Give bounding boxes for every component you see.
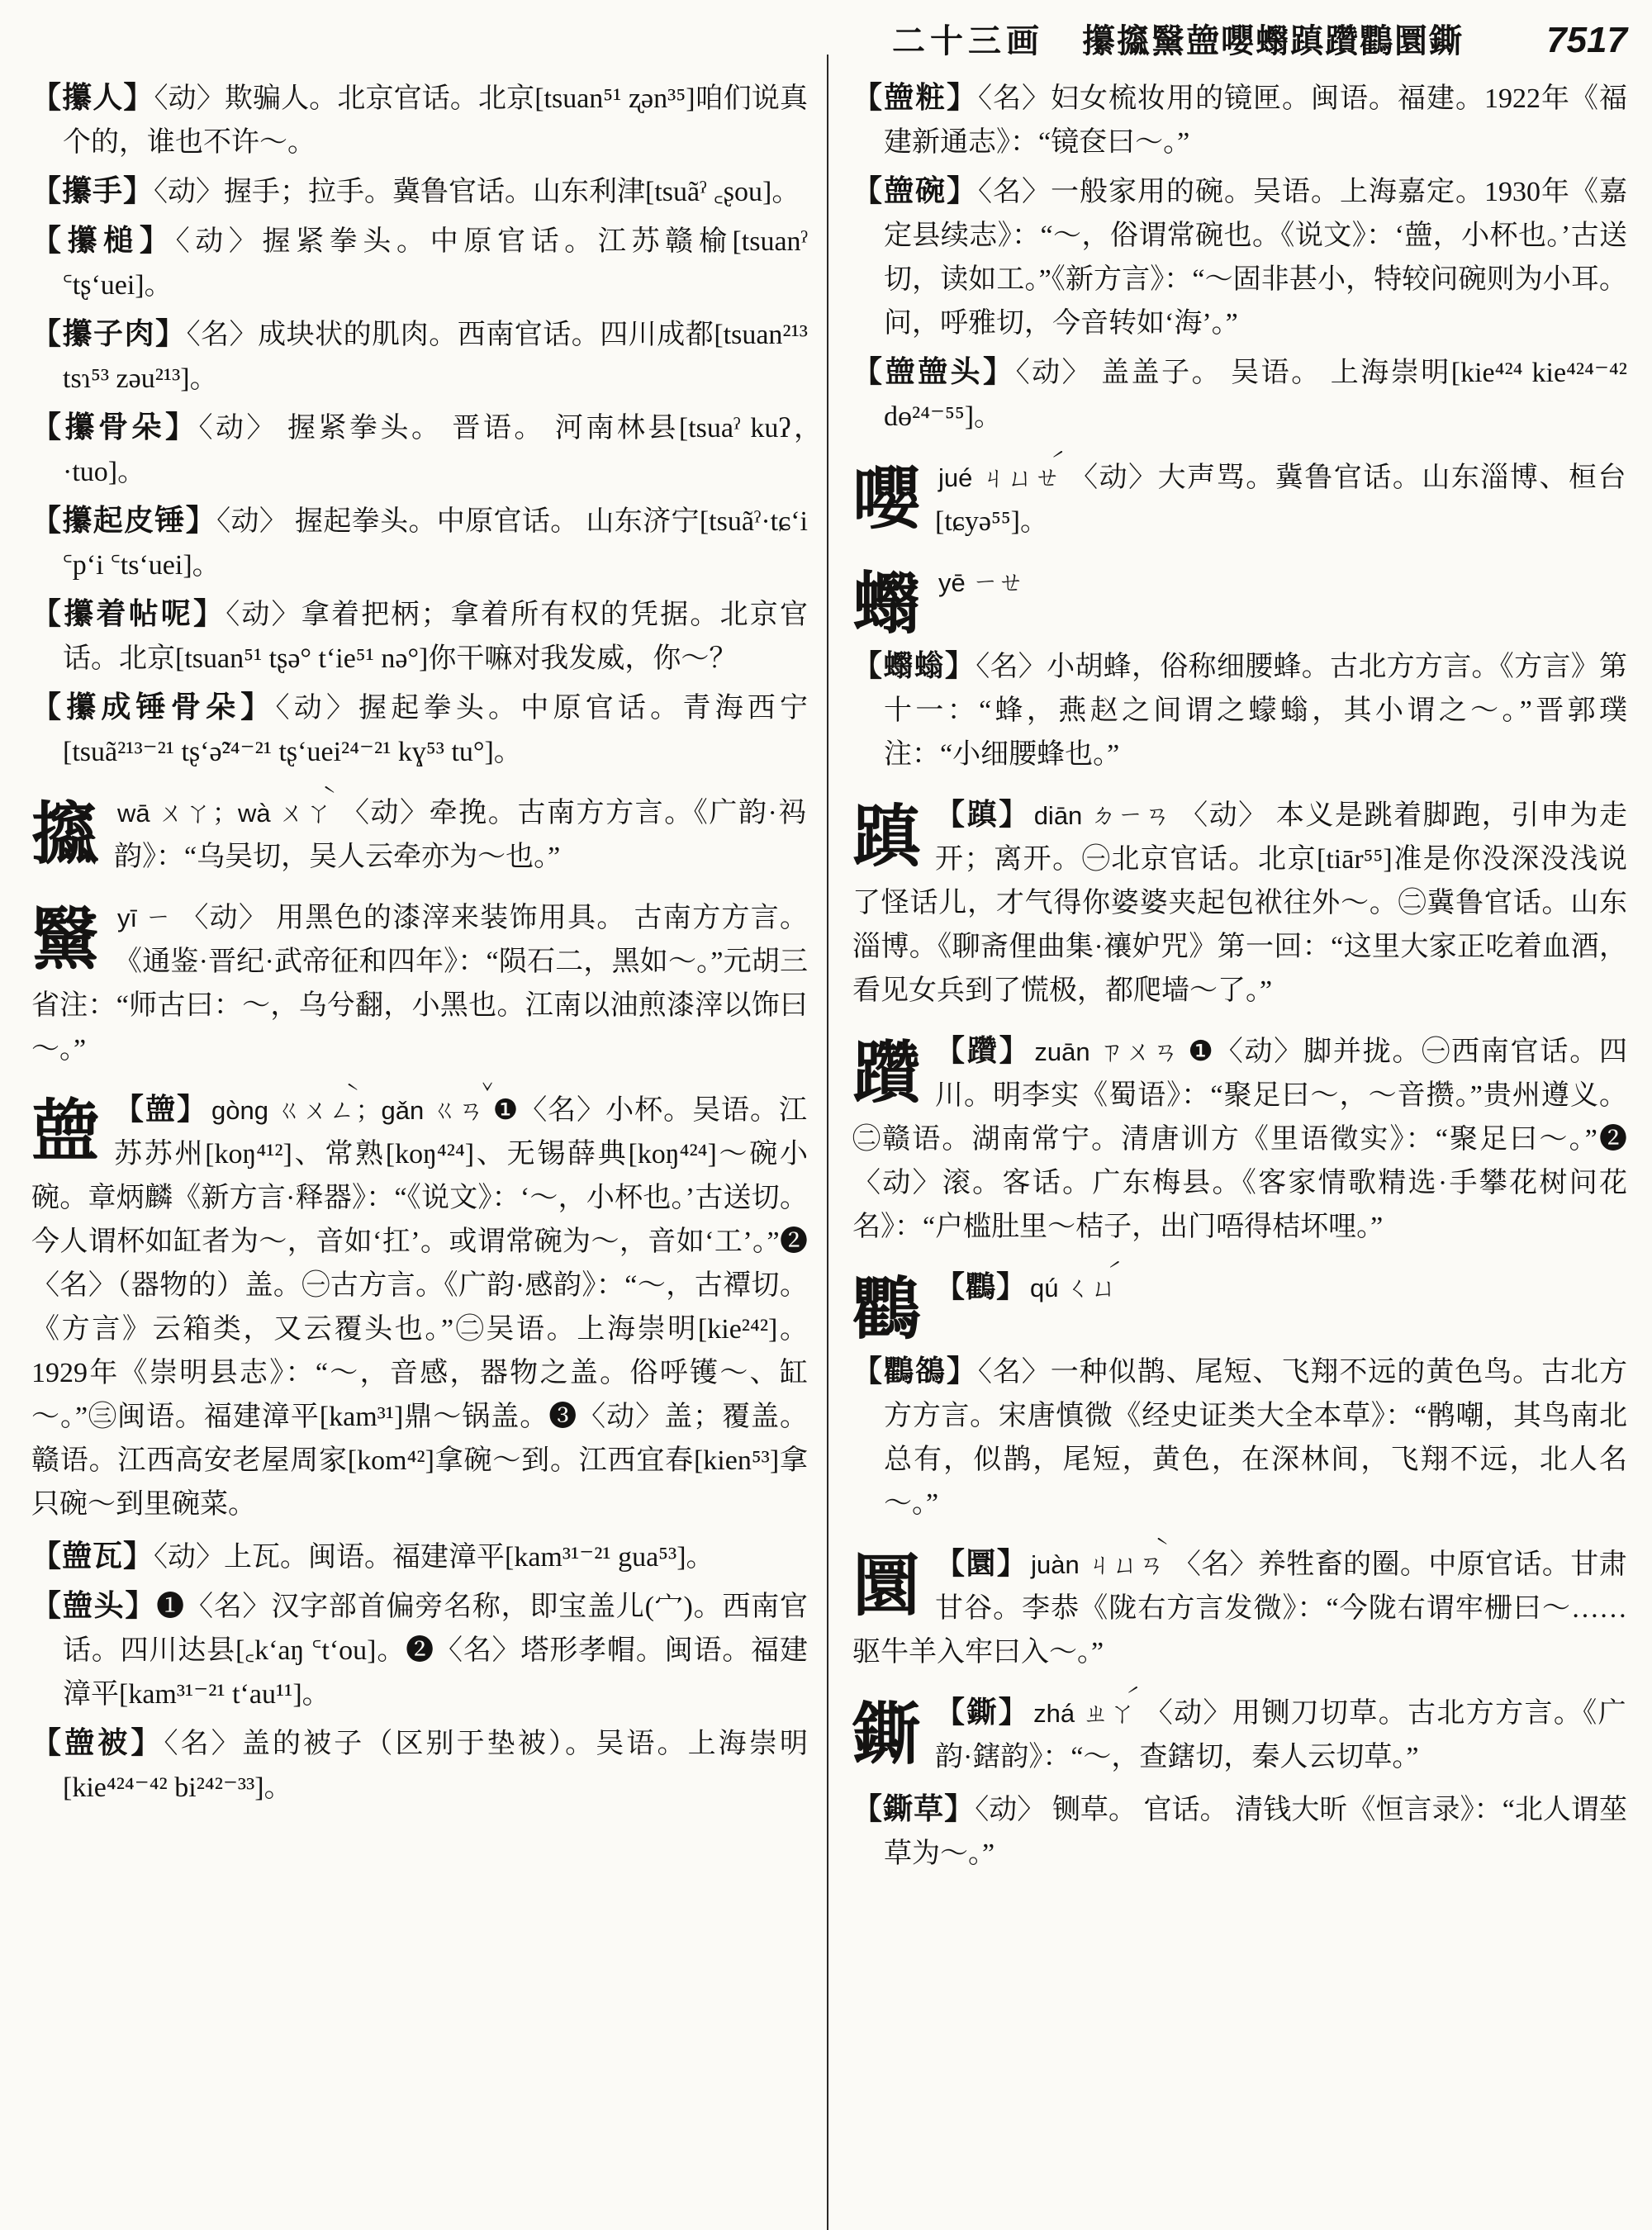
entry-headword: 【攥子肉】 <box>31 317 187 350</box>
dict-head-entry <box>852 560 1627 642</box>
entry-headword: 【蠮螉】 <box>852 649 976 682</box>
dict-entry <box>31 1584 808 1716</box>
entry-body: ❶〈名〉小杯。吴语。江苏苏州[koŋ⁴¹²]、常熟[koŋ⁴²⁴]、无锡薛典[koŋ⁴²⁴]～碗小碗。章炳麟《新方言·释器》：“《说文》：‘～，小杯也。’古送切。今人谓杯如缸者为～，音如‘扛’。或谓常碗为～，音如‘工’。”❷〈名〉（器物的）盖。㊀古方言。《广韵·感韵》：“～，古禫切。《方言》云箱类，又云覆头也。”㊁吴语。上海崇明[kie²⁴²]。1929年《崇明县志》：“～，音感，器物之盖。俗呼镬～、缸～。”㊂闽语。福建漳平[kam³¹]鼎～锅盖。❸〈动〉盖；覆盖。赣语。江西高安老屋周家[kom⁴²]拿碗～到。江西宜春[kien⁵³]拿只碗～到里碗菜。 <box>31 1095 808 1520</box>
entry-headword: 【鐁草】 <box>852 1792 976 1825</box>
entry-headword: 【䀇䀇头】 <box>852 355 1016 388</box>
entry-headword: 【䀇头】 <box>31 1589 157 1622</box>
head-bracket-form: 【蹎】 <box>935 798 1031 831</box>
dict-entry <box>852 644 1627 776</box>
head-pronunciation: diān ㄉㄧㄢ <box>1033 801 1172 830</box>
dict-head-entry <box>31 895 808 1071</box>
entry-headword: 【䀇碗】 <box>852 174 978 207</box>
head-character: 躦 <box>852 1036 921 1111</box>
entry-headword: 【攥成锤骨朵】 <box>31 690 276 724</box>
dict-entry <box>31 76 808 164</box>
entry-body: 〈动〉牵挽。古南方方言。《广韵·祃韵》：“乌吴切，吴人云牵亦为～也。” <box>114 798 808 872</box>
head-pronunciation: zuān ㄗㄨㄢ <box>1034 1037 1180 1066</box>
entry-body: 〈动〉用铡刀切草。古北方方言。《广韵·鎋韵》：“～，查鎋切，秦人云切草。” <box>935 1698 1627 1772</box>
head-bracket-form: 【圜】 <box>935 1547 1028 1580</box>
entry-body: 〈名〉妇女梳妆用的镜匣。闽语。福建。1922年《福建新通志》：“镜奁曰～。” <box>884 83 1627 158</box>
head-character: 攨 <box>31 797 100 872</box>
head-character: 黳 <box>31 902 100 977</box>
head-bracket-form: 【躦】 <box>935 1034 1032 1067</box>
dict-entry <box>31 219 808 307</box>
entry-body: 〈动〉 用黑色的漆滓来装饰用具。 古南方方言。《通鉴·晋纪·武帝征和四年》：“陨石二，黑如～。”元胡三省注：“师古曰：～，乌兮翻，小黑也。江南以油煎漆滓以饰曰～。” <box>31 903 809 1065</box>
entry-body: 〈动〉 本义是跳着脚跑，引申为走开；离开。㊀北京官话。北京[tiār⁵⁵]准是你没深没浅说了怪话儿，才气得你婆婆夹起包袱往外～。㊁冀鲁官话。山东淄博。《聊斋俚曲集·禳妒咒》第一回：“这里大家正吃着血酒，看见女兵到了慌极，都爬墙～了。” <box>852 800 1627 1006</box>
entry-body: 〈动〉 盖盖子。 吴语。 上海崇明[kie⁴²⁴ kie⁴²⁴⁻⁴² dɵ²⁴⁻⁵⁵]。 <box>884 358 1627 432</box>
dict-head-entry <box>852 1691 1627 1779</box>
dict-entry <box>852 1787 1627 1876</box>
entry-body: 〈动〉握紧拳头。中原官话。江苏赣榆[tsuanˀ ꜂tʂʻuei]。 <box>63 226 808 301</box>
entry-body: 〈名〉成块状的肌肉。西南官话。四川成都[tsuan²¹³ tsɿ⁵³ zəu²¹³]。 <box>63 320 808 394</box>
head-character: 蹎 <box>852 799 921 875</box>
header-character-index: 攥攨黳䀇嚶蠮蹎躦鸜圜鐁 <box>1082 22 1464 59</box>
entry-headword: 【攥人】 <box>31 81 154 114</box>
page-number: 7517 <box>1546 20 1627 60</box>
head-pronunciation: juàn ㄐㄩㄢ̀ <box>1031 1550 1165 1579</box>
entry-body: 〈动〉握起拳头。中原官话。青海西宁[tsuã²¹³⁻²¹ tʂʻə̃²⁴⁻²¹ tʂʻuei²⁴⁻²¹ kɣ⁵³ tu°]。 <box>63 693 808 767</box>
entry-body: 〈动〉 握紧拳头。 晋语。 河南林县[tsuaˀ kuʔ，·tuo]。 <box>63 413 808 487</box>
page-header <box>892 15 1627 62</box>
dict-entry <box>852 169 1627 345</box>
dict-entry <box>31 686 808 774</box>
dict-head-entry <box>852 455 1627 543</box>
entry-body: 〈动〉欺骗人。北京官话。北京[tsuan⁵¹ ʐən³⁵]咱们说真个的，谁也不许～。 <box>63 83 808 158</box>
entry-body: 〈动〉握手；拉手。冀鲁官话。山东利津[tsuãˀ ꜀ʂou]。 <box>154 177 800 207</box>
entry-headword: 【攥骨朵】 <box>31 410 199 444</box>
entry-headword: 【攥槌】 <box>31 224 176 257</box>
head-pronunciation: wā ㄨㄚ；wà ㄨㄚ̀ <box>117 799 333 828</box>
head-pronunciation: gòng ㄍㄨㄥ̀；gǎn ㄍㄢ̌ <box>211 1096 485 1125</box>
dict-entry <box>852 1350 1627 1525</box>
head-character: 鸜 <box>852 1272 921 1347</box>
head-bracket-form: 【鐁】 <box>935 1696 1031 1729</box>
entry-body: 〈名〉盖的被子（区别于垫被）。吴语。上海崇明[kie⁴²⁴⁻⁴² bi²⁴²⁻³³]。 <box>63 1729 808 1803</box>
entry-body: 〈动〉大声骂。冀鲁官话。山东淄博、桓台[tɕyə⁵⁵]。 <box>935 463 1628 537</box>
entry-headword: 【䀇粧】 <box>852 81 978 114</box>
entry-headword: 【䀇瓦】 <box>31 1540 154 1573</box>
dict-entry <box>31 406 808 494</box>
head-pronunciation: yē ㄧㄝ <box>938 568 1024 597</box>
head-character: 嚶 <box>852 462 921 537</box>
entry-headword: 【攥手】 <box>31 174 154 207</box>
entry-body: 〈名〉小胡蜂，俗称细腰蜂。古北方方言。《方言》第十一：“蜂，燕赵之间谓之蠓螉，其小谓之～。”晋郭璞注：“小细腰蜂也。” <box>884 652 1627 770</box>
head-character: 蠮 <box>852 567 921 642</box>
head-character: 䀇 <box>31 1094 100 1170</box>
head-pronunciation: jué ㄐㄩㄝ́ <box>938 463 1062 492</box>
dict-entry <box>31 1535 808 1579</box>
left-column <box>31 76 808 1815</box>
dict-head-entry <box>852 1265 1627 1347</box>
head-pronunciation: yī ㄧ <box>117 904 173 932</box>
dict-head-entry <box>852 1542 1627 1674</box>
head-pronunciation: zhá ㄓㄚ́ <box>1033 1699 1137 1728</box>
entry-body: ❶〈名〉汉字部首偏旁名称，即宝盖儿(宀)。西南官话。四川达县[꜀kʻaŋ ꜂tʻou]。❷〈名〉塔形孝帽。闽语。福建漳平[kam³¹⁻²¹ tʻau¹¹]。 <box>63 1592 808 1710</box>
entry-headword: 【鸜鵅】 <box>852 1355 978 1388</box>
entry-body: 〈动〉 铡草。 官话。 清钱大昕《恒言录》：“北人谓莝草为～。” <box>884 1795 1627 1869</box>
entry-headword: 【攥起皮锤】 <box>31 504 217 537</box>
entry-body: 〈名〉养牲畜的圈。中原官话。甘肃甘谷。李恭《陇右方言发微》：“今陇右谓牢栅曰～……驱牛羊入牢曰入～。” <box>852 1549 1627 1668</box>
entry-body: 〈动〉上瓦。闽语。福建漳平[kam³¹⁻²¹ gua⁵³]。 <box>154 1542 714 1573</box>
entry-body: ❶〈动〉脚并拢。㊀西南官话。四川。明李实《蜀语》：“聚足曰～，～音攒。”贵州遵义。㊁赣语。湖南常宁。清唐训方《里语徵实》：“聚足曰～。”❷〈动〉滚。客话。广东梅县。《客家情歌精选·手攀花树问花名》：“户槛肚里～桔子，出门唔得桔坏哩。” <box>852 1037 1627 1242</box>
dict-entry <box>31 592 808 681</box>
entry-body: 〈名〉一般家用的碗。吴语。上海嘉定。1930年《嘉定县续志》：“～，俗谓常碗也。《说文》：‘䀇，小杯也。’古送切，读如工。”《新方言》：“～固非甚小，特较问碗则为小耳。问，呼雅切，今音转如‘海’。” <box>884 177 1627 339</box>
entry-body: 〈动〉 握起拳头。中原官话。 山东济宁[tsuãˀ·tɕʻi ꜂pʻi ꜂tsʻuei]。 <box>63 506 808 581</box>
head-character: 圜 <box>852 1549 921 1624</box>
dict-entry <box>31 312 808 401</box>
dict-entry <box>31 1721 808 1810</box>
head-pronunciation: qú ㄑㄩ́ <box>1030 1274 1118 1302</box>
dict-entry <box>31 499 808 587</box>
dict-head-entry <box>31 790 808 879</box>
dict-entry <box>852 350 1627 439</box>
entry-body: 〈名〉一种似鹊、尾短、飞翔不远的黄色鸟。古北方方方言。宋唐慎微《经史证类大全本草》：“鹘嘲，其鸟南北总有，似鹊，尾短，黄色，在深林间，飞翔不远，北人名～。” <box>884 1357 1627 1519</box>
dict-head-entry <box>31 1088 808 1526</box>
stroke-section-label: 二十三画 <box>892 22 1044 59</box>
entry-headword: 【攥着帖呢】 <box>31 597 226 630</box>
entry-headword: 【䀇被】 <box>31 1726 164 1759</box>
dict-head-entry <box>852 1029 1627 1249</box>
dict-entry <box>31 169 808 214</box>
right-column <box>852 76 1627 1881</box>
head-character: 鐁 <box>852 1697 921 1772</box>
head-bracket-form: 【䀇】 <box>114 1093 208 1126</box>
entry-body: 〈动〉拿着把柄；拿着所有权的凭据。北京官话。北京[tsuan⁵¹ tʂə° tʻie⁵¹ nə°]你干嘛对我发威，你～？ <box>63 600 808 674</box>
dict-entry <box>852 76 1627 164</box>
head-bracket-form: 【鸜】 <box>935 1270 1028 1303</box>
dict-head-entry <box>852 793 1627 1013</box>
column-divider-rule <box>827 55 828 2230</box>
